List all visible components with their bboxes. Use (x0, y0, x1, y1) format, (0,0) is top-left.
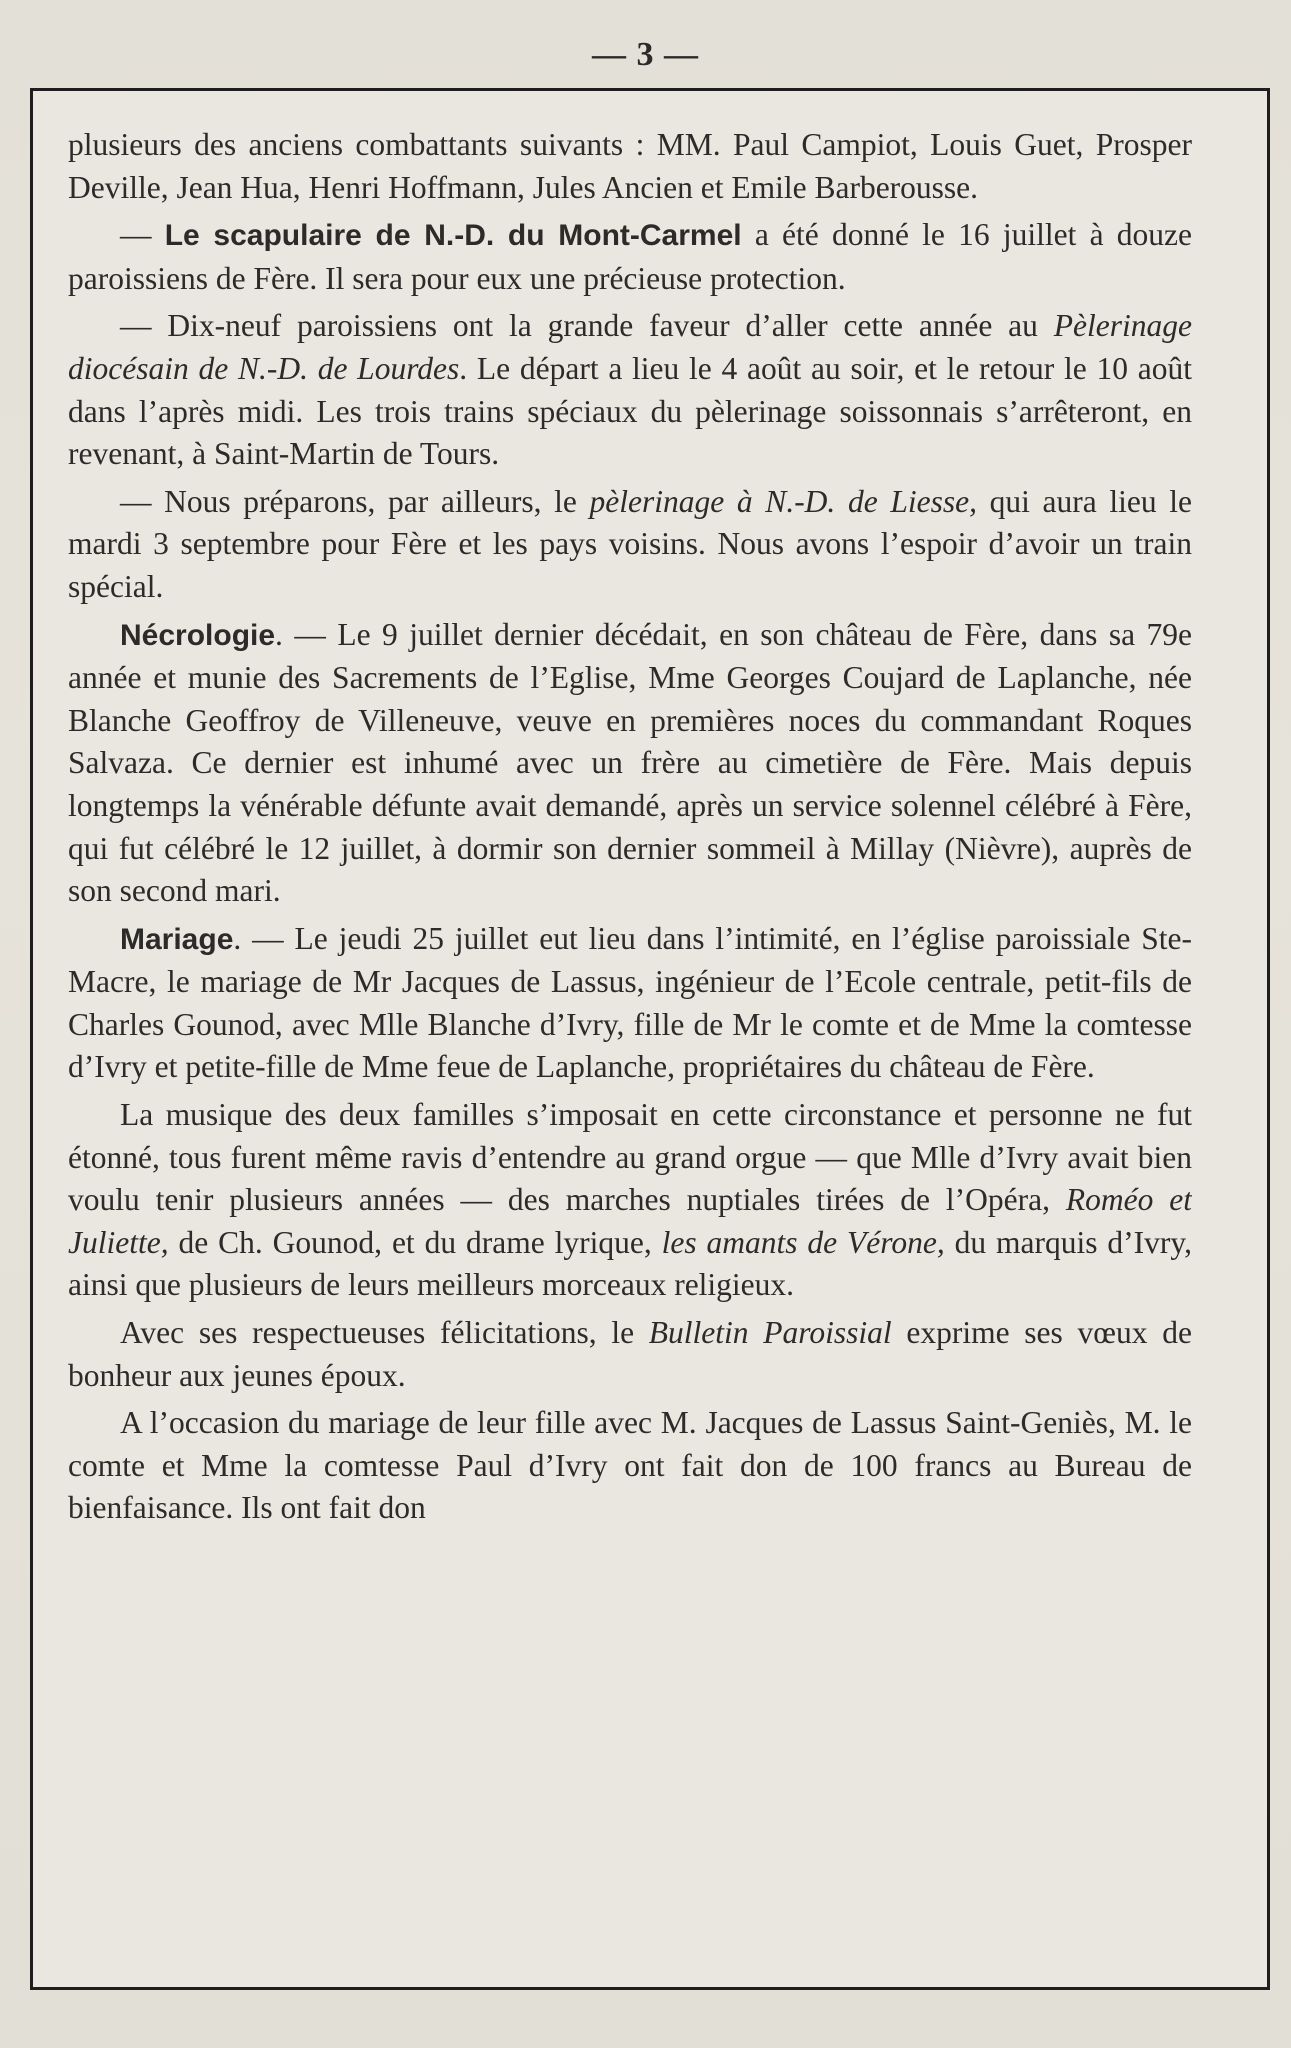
paragraph-lourdes: — Dix-neuf paroissiens ont la grande faveur d’aller cette année au Pèlerinage diocésain de N.-D. de Lourdes. Le départ a lieu le 4 août au soir, et le retour le 10 août dans l’après midi. Les trois trains spéciaux du pèlerinage soissonnais s’arrêteront, en revenant, à Saint-Martin de Tours. (68, 308, 1192, 472)
heading-mariage: Mariage (120, 922, 234, 956)
heading-scapulaire: Le scapulaire de N.-D. du Mont-Carmel (164, 219, 742, 253)
paragraph-necrologie: Nécrologie. — Le 9 juillet dernier décédait, en son château de Fère, dans sa 79e année et munie des Sacrements de l’Eglise, Mme Georges Coujard de Laplanche, née Blanche Geoffroy de Villeneuve, veuve en premières noces du commandant Roques Salvaza. Ce dernier est inhumé avec un frère au cimetière de Fère. Mais depuis longtemps la vénérable défunte avait demandé, après un service solennel célébré à Fère, qui fut célébré le 12 juillet, à dormir son dernier sommeil à Millay (Nièvre), auprès de son second mari. (68, 616, 1192, 909)
paragraph-don: A l’occasion du mariage de leur fille avec M. Jacques de Lassus Saint-Geniès, M. le comte et Mme la comtesse Paul d’Ivry ont fait don de 100 francs au Bureau de bienfaisance. Ils ont fait don (68, 1405, 1192, 1526)
paragraph-mariage: Mariage. — Le jeudi 25 juillet eut lieu dans l’intimité, en l’église paroissiale Ste-Macre, le mariage de Mr Jacques de Lassus, ingénieur de l’Ecole centrale, petit-fils de Charles Gounod, avec Mlle Blanche d’Ivry, fille de Mr le comte et de Mme la comtesse d’Ivry et petite-fille de Mme feue de Laplanche, propriétaires du château de Fère. (68, 920, 1192, 1085)
bulletin-text (68, 124, 1192, 1964)
paragraph-combattants: plusieurs des anciens combattants suivants : MM. Paul Campiot, Louis Guet, Prosper Deville, Jean Hua, Henri Hoffmann, Jules Ancien et Emile Barberousse. (68, 127, 1192, 205)
paragraph-liesse: — Nous préparons, par ailleurs, le pèlerinage à N.-D. de Liesse, qui aura lieu le mardi 3 septembre pour Fère et les pays voisins. Nous avons l’espoir d’avoir un train spécial. (68, 483, 1192, 604)
paragraph-scapulaire: — Le scapulaire de N.-D. du Mont-Carmel a été donné le 16 juillet à douze paroissiens de Fère. Il sera pour eux une précieuse protection. (68, 217, 1192, 296)
heading-necrologie: Nécrologie (120, 618, 276, 652)
paragraph-felicitations: Avec ses respectueuses félicitations, le Bulletin Paroissial exprime ses vœux de bonheur aux jeunes époux. (68, 1315, 1192, 1393)
paragraph-musique: La musique des deux familles s’imposait en cette circonstance et personne ne fut étonné, tous furent même ravis d’entendre au grand orgue — que Mlle d’Ivry avait bien voulu tenir plusieurs années — des marches nuptiales tirées de l’Opéra, Roméo et Juliette, de Ch. Gounod, et du drame lyrique, les amants de Vérone, du marquis d’Ivry, ainsi que plusieurs de leurs meilleurs morceaux religieux. (68, 1097, 1192, 1303)
page-number: — 3 — (592, 36, 699, 73)
